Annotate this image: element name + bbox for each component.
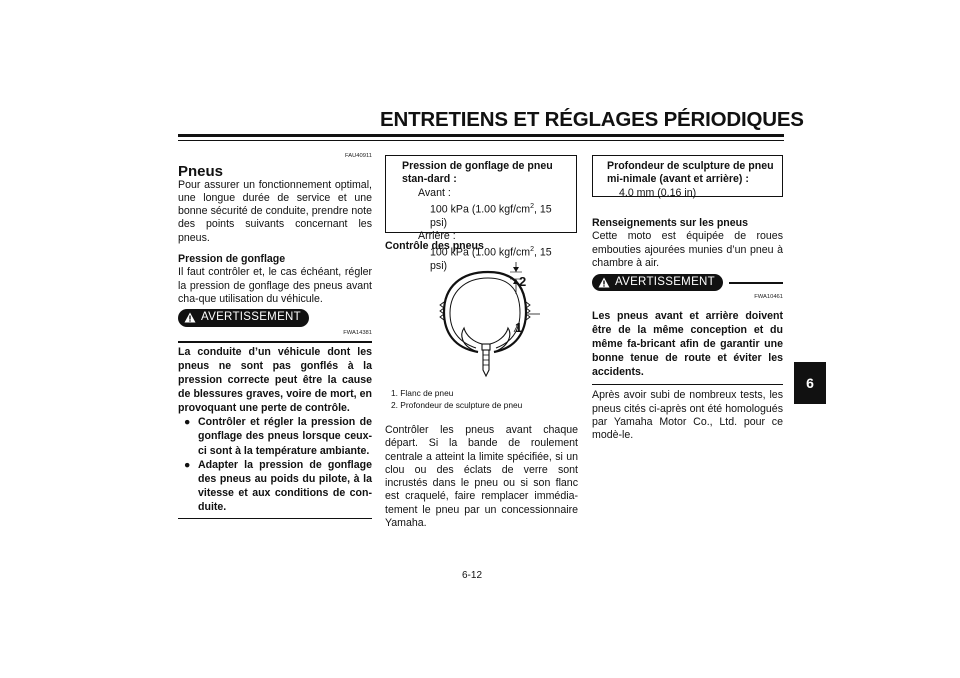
warning-header xyxy=(592,274,783,291)
tread-spec-box xyxy=(592,155,783,197)
page-number: 6-12 xyxy=(462,570,483,581)
warning-code: FWA10461 xyxy=(754,294,783,301)
intro-paragraph: Pour assurer un fonctionnement optimal, une longue durée de service et une bonne sécurité de conduite, prendre note des points suivants concernant les pneus. xyxy=(178,178,372,244)
warning-badge xyxy=(592,274,723,291)
page-title: ENTRETIENS ET RÉGLAGES PÉRIODIQUES xyxy=(380,108,804,131)
callout-label-1: 1 xyxy=(515,320,523,335)
bullet-icon: ● xyxy=(184,416,191,429)
section-heading: Pneus xyxy=(178,163,224,181)
spec-box-title: Pression de gonflage de pneu stan-dard : xyxy=(402,160,553,186)
chapter-tab[interactable]: 6 xyxy=(794,362,826,404)
spec-rear-label: Arrière : xyxy=(418,230,456,243)
warning-badge xyxy=(178,309,309,326)
warning-label: AVERTISSEMENT xyxy=(201,311,301,324)
warning-bullet xyxy=(178,458,372,514)
warning-text: La conduite d’un véhicule dont les pneus ne sont pas gonflés à la pression correcte peut être la cause de blessures graves, voire de mort, en provoquant une perte de contrôle. xyxy=(178,345,372,415)
legend-item: 2. Profondeur de sculpture de pneu xyxy=(391,399,523,410)
tire-diagram xyxy=(430,258,540,386)
warning-top-rule xyxy=(178,341,372,343)
warning-triangle-icon xyxy=(184,312,196,323)
section-code: FAU40911 xyxy=(345,153,372,159)
info-subheading: Renseignements sur les pneus xyxy=(592,217,749,229)
callout-label-2: 2 xyxy=(519,274,527,289)
warning-header xyxy=(178,309,372,326)
right-column xyxy=(592,217,783,442)
left-column xyxy=(178,150,372,519)
bullet-text: Contrôler et régler la pression de gonflage des pneus lorsque ceux-ci sont à la température ambiante. xyxy=(198,416,372,457)
check-subheading: Contrôle des pneus xyxy=(385,240,484,252)
bullet-text: Adapter la pression de gonflage des pneus au poids du pilote, à la vitesse et aux conditions de con-duite. xyxy=(198,458,372,513)
approval-paragraph: Après avoir subi de nombreux tests, les pneus cités ci-après ont été homologués par Yamaha Motor Co., Ltd. pour ce modè-le. xyxy=(592,389,783,442)
header-rule xyxy=(178,134,784,137)
spec-front-value: 100 kPa (1.00 kgf/$cm^2$, 15 psi) xyxy=(430,202,552,229)
legend-item: 1. Flanc de pneu xyxy=(391,388,454,398)
warning-bullet xyxy=(178,415,372,457)
check-paragraph: Contrôler les pneus avant chaque départ. Si la bande de roulement centrale a atteint la limite spécifiée, si un clou ou des éclats de verre sont incrustés dans le pneu ou si son flanc est craquelé, faire remplacer immédia-tement le pneu par un concessionnaire Yamaha. xyxy=(385,424,578,530)
figure-legend xyxy=(391,388,522,411)
warning-code: FWA14381 xyxy=(343,329,372,336)
spec-rear-value: 100 kPa (1.00 kgf/$cm^2$, 15 psi) xyxy=(430,246,552,273)
spec-front-label: Avant : xyxy=(418,186,451,199)
warning-end-rule xyxy=(178,518,372,519)
warning-text: Les pneus avant et arrière doivent être de la même conception et du même fa-bricant afin de garantir une bonne tenue de route et éviter les accidents. xyxy=(592,309,783,379)
header-rule-thin xyxy=(178,140,784,141)
pressure-paragraph: Il faut contrôler et, le cas échéant, régler la pression de gonflage des pneus avant cha-que utilisation du véhicule. xyxy=(178,266,372,305)
warning-rule xyxy=(729,282,783,284)
bullet-icon: ● xyxy=(184,458,191,471)
warning-label: AVERTISSEMENT xyxy=(615,276,715,289)
tread-box-value: 4.0 mm (0.16 in) xyxy=(619,186,697,199)
info-paragraph: Cette moto est équipée de roues embouties ajourées munies d’un pneu à chambre à air. xyxy=(592,230,783,269)
warning-end-rule xyxy=(592,384,783,385)
tread-box-title: Profondeur de sculpture de pneu mi-nimale (avant et arrière) : xyxy=(607,160,774,186)
warning-triangle-icon xyxy=(598,277,610,288)
pressure-subheading: Pression de gonflage xyxy=(178,253,286,266)
